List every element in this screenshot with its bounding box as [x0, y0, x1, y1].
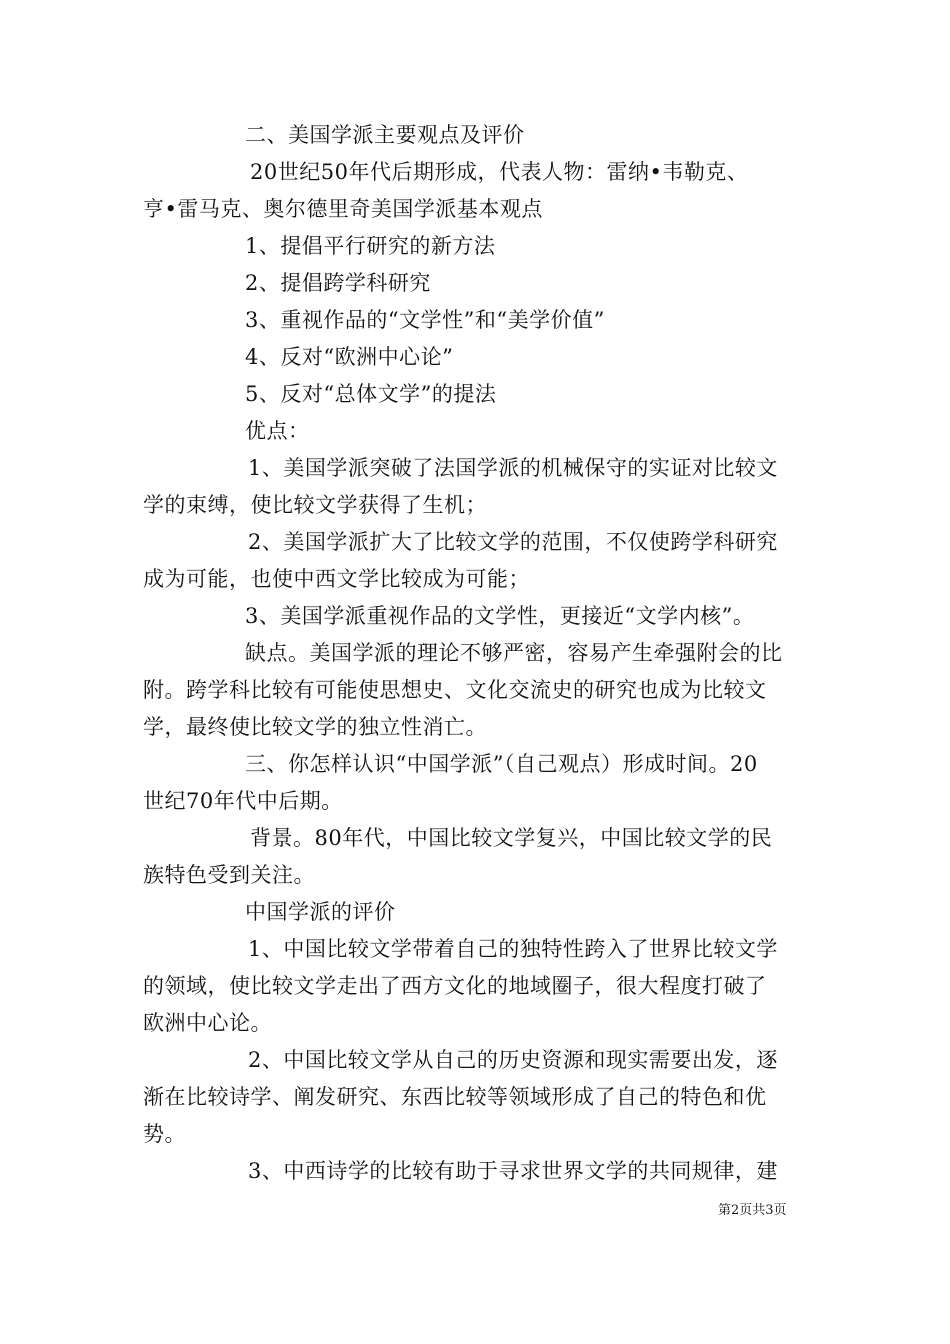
paragraph-line: 背景。80年代，中国比较文学复兴，中国比较文学的民	[250, 826, 773, 850]
list-item: 3、重视作品的“文学性”和“美学价值”	[245, 308, 605, 332]
list-item: 1、提倡平行研究的新方法	[245, 234, 496, 258]
paragraph-line: 世纪70年代中后期。	[143, 789, 343, 813]
paragraph-line: 3、中西诗学的比较有助于寻求世界文学的共同规律，建	[248, 1159, 778, 1183]
paragraph-line: 20世纪50年代后期形成，代表人物：雷纳•韦勒克、	[250, 160, 749, 184]
paragraph-line: 3、美国学派重视作品的文学性，更接近“文学内核”。	[245, 604, 755, 628]
paragraph-line: 亨•雷马克、奥尔德里奇美国学派基本观点	[143, 197, 543, 221]
paragraph-line: 2、美国学派扩大了比较文学的范围，不仅使跨学科研究	[248, 530, 778, 554]
paragraph-line: 势。	[143, 1122, 186, 1146]
paragraph-line: 成为可能，也使中西文学比较成为可能；	[143, 567, 530, 591]
section-heading-chinese-school: 三、你怎样认识“中国学派”（自己观点）形成时间。20	[245, 752, 758, 776]
list-item: 2、提倡跨学科研究	[245, 271, 431, 295]
list-item: 4、反对“欧洲中心论”	[245, 345, 454, 369]
paragraph-line: 1、美国学派突破了法国学派的机械保守的实证对比较文	[248, 456, 778, 480]
section-heading-american-school: 二、美国学派主要观点及评价	[245, 123, 525, 147]
paragraph-line: 的领域，使比较文学走出了西方文化的地域圈子，很大程度打破了	[143, 974, 767, 998]
paragraph-line: 族特色受到关注。	[143, 863, 315, 887]
paragraph-line: 1、中国比较文学带着自己的独特性跨入了世界比较文学	[248, 937, 778, 961]
page-number-footer: 第2页共3页	[718, 1203, 787, 1218]
paragraph-line: 学的束缚，使比较文学获得了生机；	[143, 493, 487, 517]
paragraph-line: 2、中国比较文学从自己的历史资源和现实需要出发，逐	[248, 1048, 778, 1072]
list-item: 5、反对“总体文学”的提法	[245, 382, 497, 406]
paragraph-line: 欧洲中心论。	[143, 1011, 272, 1035]
subheading-evaluation: 中国学派的评价	[245, 900, 396, 924]
subheading-advantages: 优点：	[245, 419, 310, 443]
paragraph-line: 学，最终使比较文学的独立性消亡。	[143, 715, 487, 739]
paragraph-line: 缺点。美国学派的理论不够严密，容易产生牵强附会的比	[245, 641, 783, 665]
paragraph-line: 渐在比较诗学、阐发研究、东西比较等领域形成了自己的特色和优	[143, 1085, 767, 1109]
paragraph-line: 附。跨学科比较有可能使思想史、文化交流史的研究也成为比较文	[143, 678, 767, 702]
